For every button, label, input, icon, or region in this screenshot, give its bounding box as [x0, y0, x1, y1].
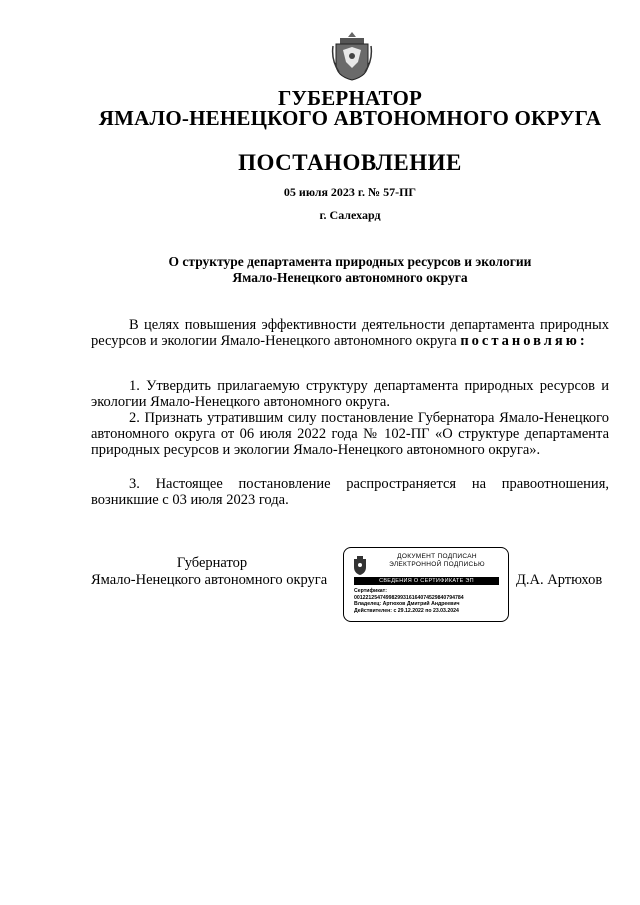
item-1: 1. Утвердить прилагаемую структуру департамента природных ресурсов и экологии Ямало-Ненецкого автономного округа.: [91, 378, 609, 411]
document-subject: [95, 254, 605, 286]
governor-title: ГУБЕРНАТОР: [277, 86, 423, 110]
cert-number: 00122125474998299316164074529840794784: [354, 594, 464, 601]
document-type: ПОСТАНОВЛЕНИЕ: [238, 150, 462, 175]
signatory-position: [91, 555, 341, 589]
subject-line-2: Ямало-Ненецкого автономного округа: [232, 270, 468, 285]
position-line-2: Ямало-Ненецкого автономного округа: [91, 572, 328, 588]
position-line-1: Губернатор: [176, 555, 248, 571]
subject-line-1: О структуре департамента природных ресурсов и экологии: [168, 254, 532, 269]
stamp-emblem-icon: [352, 554, 368, 576]
signatory-name: Д.А. Артюхов: [516, 572, 603, 588]
item-3: 3. Настоящее постановление распространяется на правоотношения, возникшие с 03 июля 2023 года.: [91, 476, 609, 509]
item-2: 2. Признать утратившим силу постановление Губернатора Ямало-Ненецкого автономного округа от 06 июля 2022 года № 102-ПГ «О структуре департамента природных ресурсов и экологии Ямало-Ненецкого автономного округа».: [91, 410, 609, 459]
stamp-cert-bar: СВЕДЕНИЯ О СЕРТИФИКАТЕ ЭП: [354, 577, 499, 585]
cert-label: Сертификат:: [354, 588, 387, 594]
stamp-details: [354, 588, 504, 614]
intro-text: В целях повышения эффективности деятельности департамента природных ресурсов и экологии Ямало-Ненецкого автономного округа: [91, 317, 609, 350]
region-title: ЯМАЛО-НЕНЕЦКОГО АВТОНОМНОГО ОКРУГА: [98, 106, 602, 130]
cert-owner: Владелец: Артюхов Дмитрий Андреевич: [354, 601, 460, 608]
city: г. Салехард: [319, 208, 381, 222]
electronic-signature-stamp: [343, 547, 509, 622]
decree-word: постановляю:: [460, 333, 588, 350]
stamp-heading: [372, 553, 502, 569]
stamp-head-line-1: ДОКУМЕНТ ПОДПИСАН: [397, 553, 477, 560]
stamp-head-line-2: ЭЛЕКТРОННОЙ ПОДПИСЬЮ: [389, 561, 485, 568]
date-number: 05 июля 2023 г. № 57-ПГ: [283, 185, 417, 199]
coat-of-arms-emblem: [331, 30, 373, 82]
cert-validity: Действителен: с 29.12.2022 по 23.03.2024: [354, 607, 459, 614]
intro-paragraph: [91, 317, 609, 349]
